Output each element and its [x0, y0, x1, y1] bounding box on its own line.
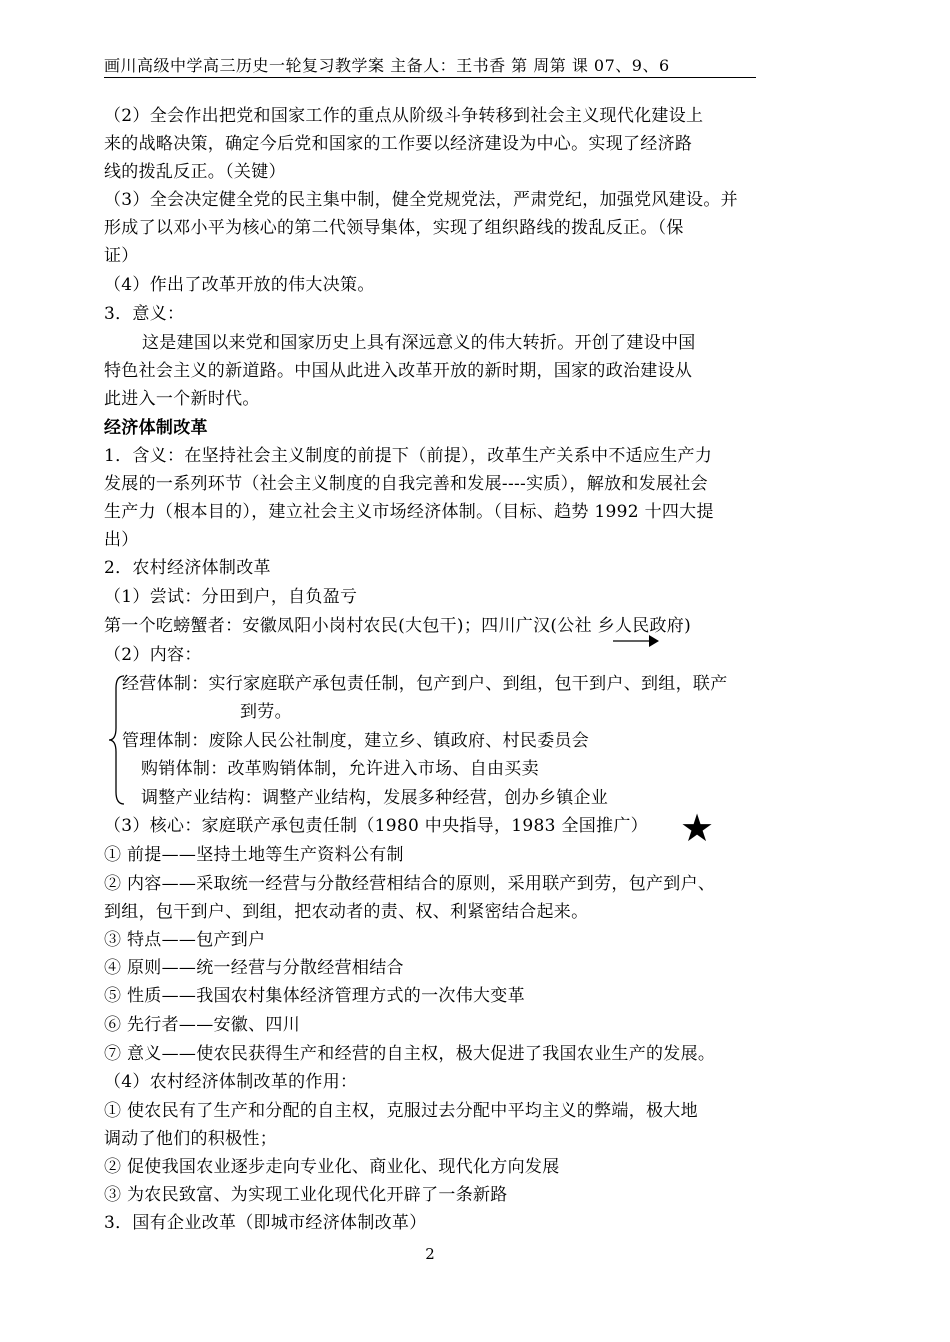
text-line: 到组，包干到户、到组，把农动者的责、权、利紧密结合起来。: [104, 902, 589, 922]
text-line: 调动了他们的积极性；: [104, 1129, 277, 1149]
list-item: ③ 特点——包产到户: [104, 930, 266, 950]
list-item: ⑥ 先行者——安徽、四川: [104, 1015, 301, 1035]
list-item: ② 促使我国农业逐步走向专业化、商业化、现代化方向发展: [104, 1157, 560, 1177]
section-heading: 3．国有企业改革（即城市经济体制改革）: [104, 1213, 427, 1233]
text-line: （2）内容：: [104, 645, 202, 665]
list-item: ① 使农民有了生产和分配的自主权，克服过去分配中平均主义的弊端，极大地: [104, 1101, 698, 1121]
text-line: 发展的一系列环节（社会主义制度的自我完善和发展----实质），解放和发展社会: [104, 474, 708, 494]
text-line: （4）农村经济体制改革的作用：: [104, 1072, 358, 1092]
list-item: ③ 为农民致富、为实现工业化现代化开辟了一条新路: [104, 1185, 508, 1205]
page-number: 2: [425, 1245, 435, 1263]
text-line: 此进入一个新时代。: [104, 389, 260, 409]
text-line: （4）作出了改革开放的伟大决策。: [104, 275, 375, 295]
text-line: 第一个吃螃蟹者：安徽凤阳小岗村农民(大包干)；四川广汉(公社 乡人民政府): [104, 616, 692, 636]
text-line: （2）全会作出把党和国家工作的重点从阶级斗争转移到社会主义现代化建设上: [104, 106, 704, 126]
text-line: 调整产业结构：调整产业结构，发展多种经营，创办乡镇企业: [141, 788, 609, 808]
text-line: 出）: [104, 530, 139, 550]
section-heading: 3．意义：: [104, 304, 185, 324]
text-line: （3）核心：家庭联产承包责任制（1980 中央指导，1983 全国推广）: [104, 816, 648, 836]
text-line: 生产力（根本目的），建立社会主义市场经济体制。（目标、趋势 1992 十四大提: [104, 502, 714, 522]
text-line: （3）全会决定健全党的民主集中制，健全党规党法，严肃党纪，加强党风建设。并: [104, 190, 738, 210]
list-item: ⑤ 性质——我国农村集体经济管理方式的一次伟大变革: [104, 986, 525, 1006]
list-item: ⑦ 意义——使农民获得生产和经营的自主权，极大促进了我国农业生产的发展。: [104, 1044, 716, 1064]
text-line: 特色社会主义的新道路。中国从此进入改革开放的新时期，国家的政治建设从: [104, 361, 693, 381]
list-item: ④ 原则——统一经营与分散经营相结合: [104, 958, 404, 978]
section-heading: 2．农村经济体制改革: [104, 558, 271, 578]
list-item: ① 前提——坚持土地等生产资料公有制: [104, 845, 404, 865]
text-line: 管理体制：废除人民公社制度，建立乡、镇政府、村民委员会: [122, 731, 590, 751]
text-line: 经营体制：实行家庭联产承包责任制，包产到户、到组，包干到户、到组，联产: [122, 674, 728, 694]
text-line: 购销体制：改革购销体制，允许进入市场、自由买卖: [141, 759, 539, 779]
text-line: （1）尝试：分田到户，自负盈亏: [104, 587, 358, 607]
page-header: 画川高级中学高三历史一轮复习教学案 主备人：王书香 第 周第 课 07、9、6: [104, 56, 670, 75]
section-title: 经济体制改革: [104, 418, 208, 438]
text-line: 线的拨乱反正。（关键）: [104, 162, 286, 182]
text-line: 证）: [104, 246, 139, 266]
arrow-icon: [613, 628, 659, 648]
text-line: 形成了以邓小平为核心的第二代领导集体，实现了组织路线的拨乱反正。（保: [104, 218, 684, 238]
text-line: 1．含义：在坚持社会主义制度的前提下（前提），改革生产关系中不适应生产力: [104, 446, 713, 466]
header-divider: [104, 77, 756, 78]
text-line: 这是建国以来党和国家历史上具有深远意义的伟大转折。开创了建设中国: [142, 333, 696, 353]
list-item: ② 内容——采取统一经营与分散经营相结合的原则，采用联产到劳，包产到户、: [104, 874, 716, 894]
text-line: 到劳。: [240, 702, 292, 722]
text-line: 来的战略决策，确定今后党和国家的工作要以经济建设为中心。实现了经济路: [104, 134, 693, 154]
star-icon: ★: [680, 806, 715, 850]
